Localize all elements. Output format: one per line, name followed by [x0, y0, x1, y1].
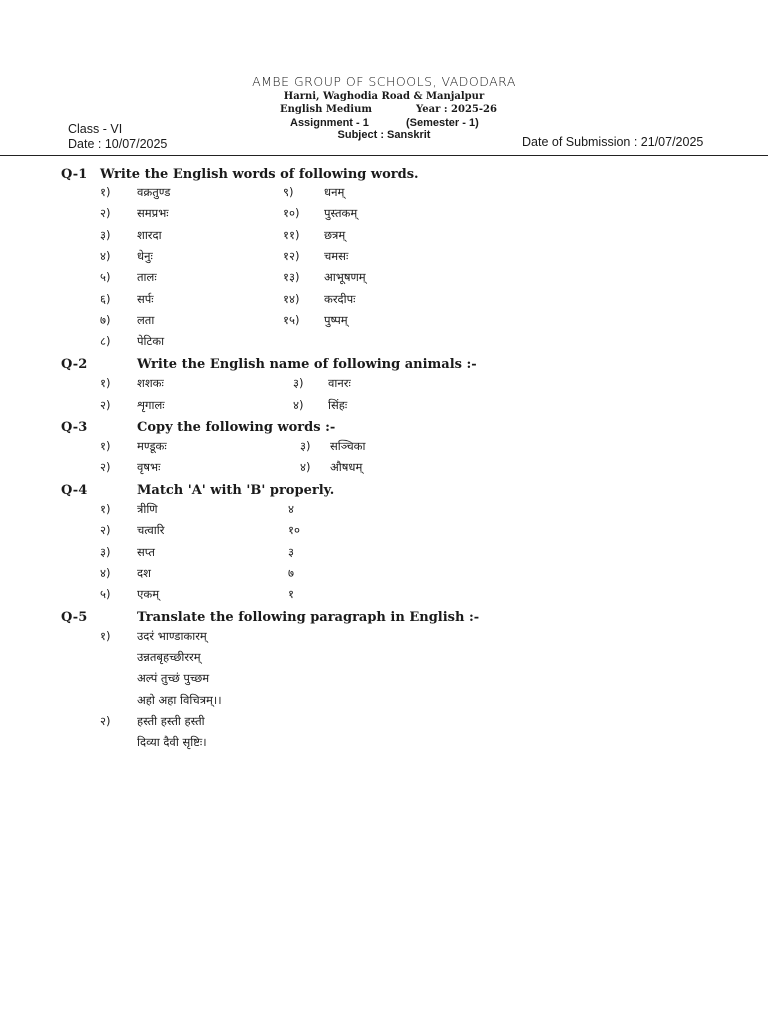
- issue-date: Date : 10/07/2025: [68, 137, 168, 151]
- sanskrit-word: पुष्पम्: [324, 313, 348, 327]
- sanskrit-word: पुस्तकम्: [324, 206, 358, 220]
- question-number: Q-5: [61, 610, 88, 625]
- item-number: ४): [300, 460, 311, 474]
- item-number: २): [100, 398, 111, 412]
- school-name: AMBE GROUP OF SCHOOLS, VADODARA: [252, 74, 516, 89]
- column-b-number: १: [288, 587, 294, 601]
- column-b-number: ७: [288, 566, 294, 580]
- item-number: ७): [100, 313, 111, 327]
- academic-year: Year : 2025-26: [416, 104, 497, 115]
- sanskrit-word: वक्रतुण्ड: [137, 185, 171, 199]
- item-number: १): [100, 439, 111, 453]
- item-number: ९): [283, 185, 294, 199]
- sanskrit-word: शशकः: [137, 376, 164, 390]
- item-number: १५): [283, 313, 300, 327]
- item-number: ८): [100, 334, 111, 348]
- sanskrit-word: धेनुः: [137, 249, 153, 263]
- question-number: Q-3: [61, 420, 88, 435]
- column-a-word: त्रीणि: [137, 502, 158, 516]
- column-a-word: सप्त: [137, 545, 155, 559]
- sanskrit-word: वृषभः: [137, 460, 161, 474]
- item-number: ३): [100, 228, 111, 242]
- sanskrit-word: शारदा: [137, 228, 162, 242]
- item-number: ५): [100, 587, 111, 601]
- semester: (Semester - 1): [406, 117, 479, 129]
- sanskrit-word: शृगालः: [137, 398, 165, 412]
- item-number: १): [100, 629, 111, 643]
- class-label: Class - VI: [68, 122, 123, 136]
- sanskrit-word: लता: [137, 313, 155, 327]
- item-number: ६): [100, 292, 111, 306]
- school-address: Harni, Waghodia Road & Manjalpur: [283, 91, 485, 102]
- item-number: २): [100, 523, 111, 537]
- question-text: Match 'A' with 'B' properly.: [137, 483, 335, 498]
- question-number: Q-2: [61, 357, 88, 372]
- column-a-word: चत्वारि: [137, 523, 165, 537]
- submission-date: Date of Submission : 21/07/2025: [522, 135, 704, 149]
- question-text: Write the English words of following words.: [100, 167, 419, 182]
- item-number: १): [100, 502, 111, 516]
- sanskrit-word: सञ्चिका: [330, 439, 366, 453]
- sanskrit-word: सिंहः: [328, 398, 348, 412]
- paragraph-line: अहो अहा विचित्रम्।।: [137, 693, 222, 707]
- assignment-number: Assignment - 1: [290, 117, 369, 129]
- item-number: ११): [283, 228, 300, 242]
- sanskrit-word: पेटिका: [137, 334, 165, 348]
- item-number: १०): [283, 206, 300, 220]
- item-number: ४): [100, 566, 111, 580]
- paragraph-line: अल्पं तुच्छं पुच्छम: [137, 671, 210, 685]
- sanskrit-word: सर्पः: [137, 292, 154, 306]
- paragraph-line: दिव्या दैवी सृष्टिः।: [137, 735, 207, 749]
- question-text: Copy the following words :-: [137, 420, 336, 435]
- item-number: १२): [283, 249, 300, 263]
- item-number: १): [100, 185, 111, 199]
- sanskrit-word: छत्रम्: [324, 228, 346, 242]
- column-b-number: ४: [288, 502, 294, 516]
- item-number: २): [100, 460, 111, 474]
- column-a-word: दश: [137, 566, 151, 580]
- question-text: Write the English name of following animals :-: [137, 357, 477, 372]
- item-number: ४): [293, 398, 304, 412]
- sanskrit-word: वानरः: [328, 376, 351, 390]
- sanskrit-word: समप्रभः: [137, 206, 169, 220]
- paragraph-line: उदरं भाण्डाकारम्: [137, 629, 207, 643]
- item-number: १४): [283, 292, 300, 306]
- medium: English Medium: [280, 104, 372, 115]
- header-divider: [0, 155, 768, 156]
- question-number: Q-4: [61, 483, 88, 498]
- sanskrit-word: धनम्: [324, 185, 345, 199]
- item-number: ३): [293, 376, 304, 390]
- sanskrit-word: मण्डूकः: [137, 439, 167, 453]
- item-number: २): [100, 714, 111, 728]
- sanskrit-word: तालः: [137, 270, 157, 284]
- sanskrit-word: आभूषणम्: [324, 270, 366, 284]
- column-a-word: एकम्: [137, 587, 160, 601]
- item-number: ३): [100, 545, 111, 559]
- sanskrit-word: चमसः: [324, 249, 349, 263]
- item-number: ४): [100, 249, 111, 263]
- question-text: Translate the following paragraph in English :-: [137, 610, 480, 625]
- item-number: ५): [100, 270, 111, 284]
- subject: Subject : Sanskrit: [337, 129, 431, 141]
- item-number: १): [100, 376, 111, 390]
- item-number: १३): [283, 270, 300, 284]
- column-b-number: १०: [288, 523, 300, 537]
- paragraph-line: हस्ती हस्ती हस्ती: [137, 714, 205, 728]
- question-number: Q-1: [61, 167, 88, 182]
- item-number: २): [100, 206, 111, 220]
- sanskrit-word: करदीपः: [324, 292, 356, 306]
- column-b-number: ३: [288, 545, 294, 559]
- item-number: ३): [300, 439, 311, 453]
- sanskrit-word: औषधम्: [330, 460, 363, 474]
- paragraph-line: उन्नतबृहच्छीररम्: [137, 650, 201, 664]
